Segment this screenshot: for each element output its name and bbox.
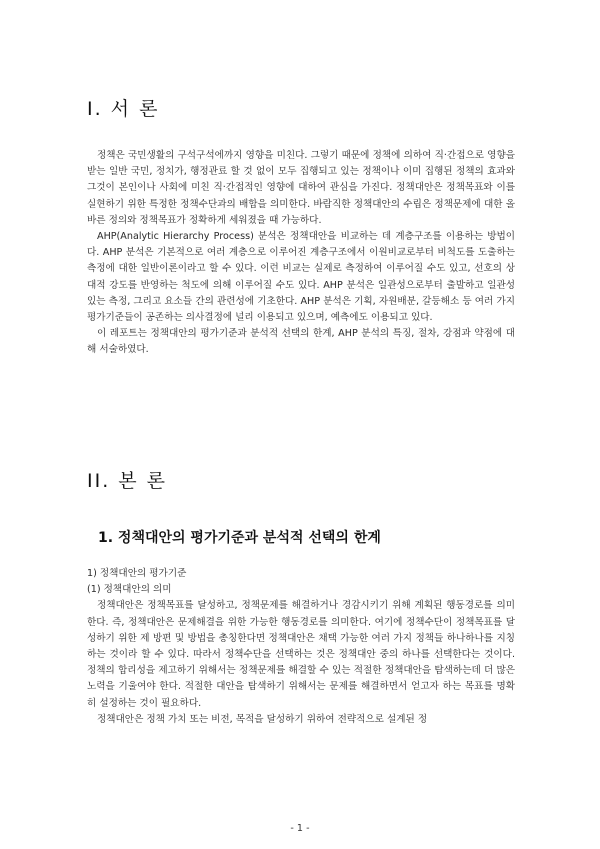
subsection-heading: 1. 정책대안의 평가기준과 분석적 선택의 한계 xyxy=(98,530,381,546)
page-number: - 1 - xyxy=(290,823,310,834)
body-paragraph-1: 정책대안은 정책목표를 달성하고, 정책문제를 해결하거나 경감시키기 위해 계획된 행동경로를 의미한다. 즉, 정책대안은 문제해결을 위한 가능한 행동경로를 의미한다. 여기에 정책수단이 정책목표를 달성하기 위한 제 방편 및 방법을 총칭한다면 정책대안은 채택 가능한 여러 가지 정책들 하나하나를 지칭하는 것이라 할 수 있다. 따라서 정책수단을 선택하는 것은 정책대안 중의 하나를 선택한다는 것이다. 정책의 합리성을 제고하기 위해서는 정책문제를 해결할 수 있는 적절한 정책대안을 탐색하는데 더 많은 노력을 기울여야 한다. 적절한 대안을 탐색하기 위해서는 문제를 해결하면서 얻고자 하는 목표를 명확히 설정하는 것이 필요하다. xyxy=(87,600,515,709)
intro-paragraph-3: 이 레포트는 정책대안의 평가기준과 분석적 선택의 한계, AHP 분석의 특징, 절차, 강점과 약점에 대해 서술하였다. xyxy=(87,328,515,356)
introduction-body xyxy=(87,148,515,359)
intro-paragraph-1: 정책은 국민생활의 구석구석에까지 영향을 미친다. 그렇기 때문에 정책에 의하여 직·간접으로 영향을 받는 일반 국민, 정치가, 행정관료 할 것 없이 모두 집행되고 있는 정책이나 이미 집행된 정책의 효과와 그것이 본인이나 사회에 미친 직·간접적인 영향에 대하여 관심을 가진다. 정책대안은 정책목표와 이를 실현하기 위한 특정한 정책수단과의 배합을 의미한다. 바람직한 정책대안의 수립은 정책문제에 대한 올바른 정의와 정책목표가 정확하게 세워졌을 때 가능하다. xyxy=(87,150,515,226)
section-heading-introduction: I. 서 론 xyxy=(87,98,160,120)
intro-paragraph-2: AHP(Analytic Hierarchy Process) 분석은 정책대안을 비교하는 데 계층구조를 이용하는 방법이다. AHP 분석은 기본적으로 여러 계층으로 이루어진 계층구조에서 이원비교로부터 비척도를 도출하는 측정에 대한 일반이론이라고 할 수 있다. 이런 비교는 실제로 측정하여 이루어질 수도 있고, 선호의 상대적 강도를 반영하는 척도에 의해 이루어질 수도 있다. AHP 분석은 일관성으로부터 출발하고 일관성 있는 측정, 그리고 요소들 간의 관련성에 기초한다. AHP 분석은 기획, 자원배분, 갈등해소 등 여러 가지 평가기준들이 공존하는 의사결정에 널리 이용되고 있으며, 예측에도 이용되고 있다. xyxy=(87,231,515,324)
body-content xyxy=(87,566,515,728)
section-heading-body: II. 본 론 xyxy=(87,470,168,492)
list-item-criteria: 1) 정책대안의 평가기준 xyxy=(87,568,187,579)
body-paragraph-2: 정책대안은 정책 가치 또는 비전, 목적을 달성하기 위하여 전략적으로 설계된 정 xyxy=(97,713,428,725)
list-item-meaning: (1) 정책대안의 의미 xyxy=(87,584,172,596)
